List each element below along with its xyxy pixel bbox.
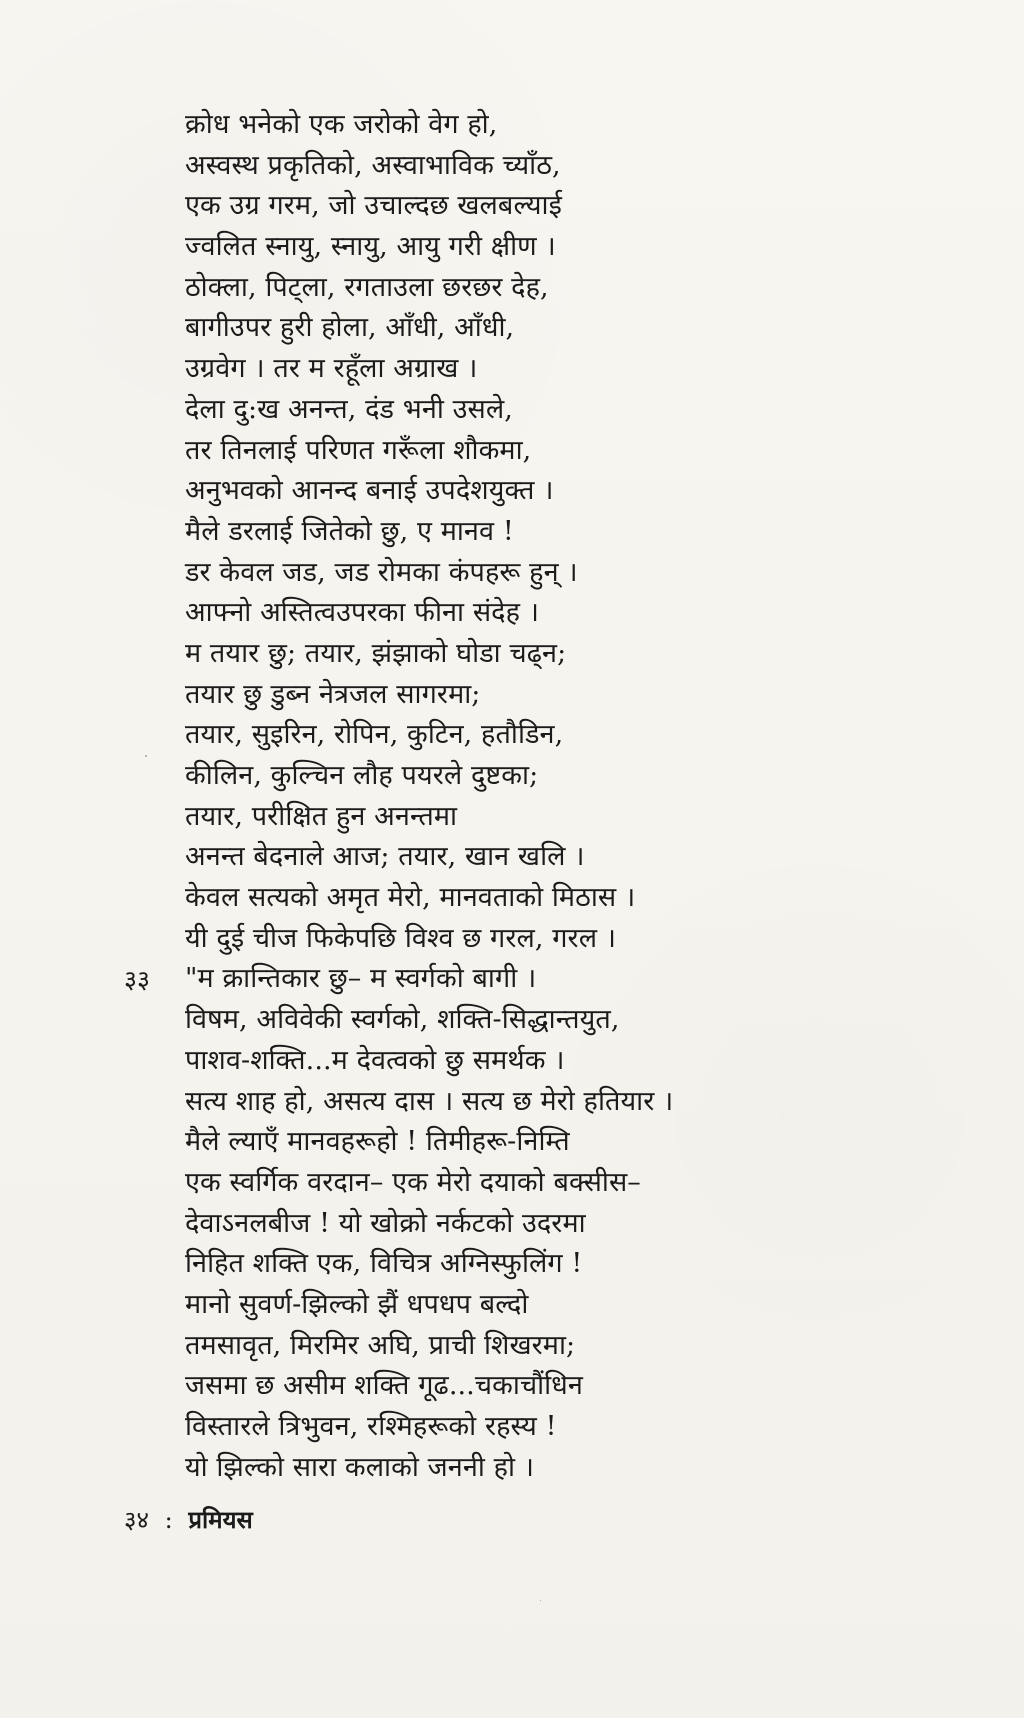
poem-line: सत्य शाह हो, असत्य दास । सत्य छ मेरो हतियार । [185,1085,674,1117]
poem-line: यो झिल्को सारा कलाको जननी हो । [185,1451,535,1483]
scan-speck [145,755,147,757]
poem-line: देवाऽनलबीज ! यो खोक्रो नर्कटको उदरमा [185,1207,586,1239]
poem-line: उग्रवेग । तर म रहूँला अग्राख । [185,353,478,385]
poem-line: अनन्त बेदनाले आज; तयार, खान खलि । [185,841,585,873]
poem-line: अनुभवको आनन्द बनाई उपदेशयुक्त । [185,475,554,507]
poem-line: तयार छु डुब्न नेत्रजल सागरमा; [185,678,481,710]
book-title: प्रमियस [188,1505,253,1534]
poem-line: जसमा छ असीम शक्ति गूढ...चकाचौंधिन [185,1370,583,1402]
poem-line: यी दुई चीज फिकेपछि विश्व छ गरल, गरल । [185,922,617,954]
poem-line: पाशव-शक्ति...म देवत्वको छु समर्थक । [185,1044,565,1076]
poem-line: तमसावृत, मिरमिर अघि, प्राची शिखरमा; [185,1329,576,1361]
poem-line: विषम, अविवेकी स्वर्गको, शक्ति-सिद्धान्तयुत, [185,1004,620,1036]
poem-line: आफ्नो अस्तित्वउपरका फीना संदेह । [185,597,540,629]
poem-line: क्रोध भनेको एक जरोको वेग हो, [185,109,498,140]
poem-line: ज्वलित स्नायु, स्नायु, आयु गरी क्षीण । [185,231,556,263]
poem-line: तयार, सुइरिन, रोपिन, कुटिन, हतौडिन, [185,719,564,751]
poem-line: तर तिनलाई परिणत गरूँला शौकमा, [185,434,532,466]
poem-line: मैले डरलाई जितेको छु, ए मानव ! [185,515,514,547]
poem-line: कीलिन, कुल्चिन लौह पयरले दुष्टका; [185,760,539,791]
scan-speck [540,1600,541,1601]
poem-line: बागीउपर हुरी होला, आँधी, आँधी, [185,312,515,344]
footer-separator: : [164,1506,173,1534]
poem-line: मैले ल्याएँ मानवहरूहो ! तिमीहरू-निम्ति [185,1126,570,1158]
poem-line: एक उग्र गरम, जो उचाल्दछ खलबल्याई [185,190,562,222]
poem-line: तयार, परीक्षित हुन अनन्तमा [185,800,458,832]
poem-line: डर केवल जड, जड रोमका कंपहरू हुन् । [185,556,578,588]
page-footer [124,1505,253,1535]
page-number: ३४ [124,1506,149,1534]
poem-text [185,105,925,1488]
poem-line: एक स्वर्गिक वरदान– एक मेरो दयाको बक्सीस– [185,1166,641,1198]
poem-line: म तयार छु; तयार, झंझाको घोडा चढ्न; [185,637,567,669]
poem-line: विस्तारले त्रिभुवन, रश्मिहरूको रहस्य ! [185,1411,557,1442]
poem-line: मानो सुवर्ण-झिल्को झैं धपधप बल्दो [185,1288,529,1320]
stanza-line-number: ३३ [124,965,151,994]
poem-line: देला दु:ख अनन्त, दंड भनी उसले, [185,393,513,425]
poem-line: निहित शक्ति एक, विचित्र अग्निस्फुलिंग ! [185,1248,583,1280]
poem-line: अस्वस्थ प्रकृतिको, अस्वाभाविक च्याँठ, [185,149,561,181]
poem-line: "म क्रान्तिकार छु– म स्वर्गको बागी । [185,963,537,995]
poem-line: ठोक्ला, पिट्ला, रगताउला छरछर देह, [185,271,549,303]
poem-line: केवल सत्यको अमृत मेरो, मानवताको मिठास । [185,882,636,914]
